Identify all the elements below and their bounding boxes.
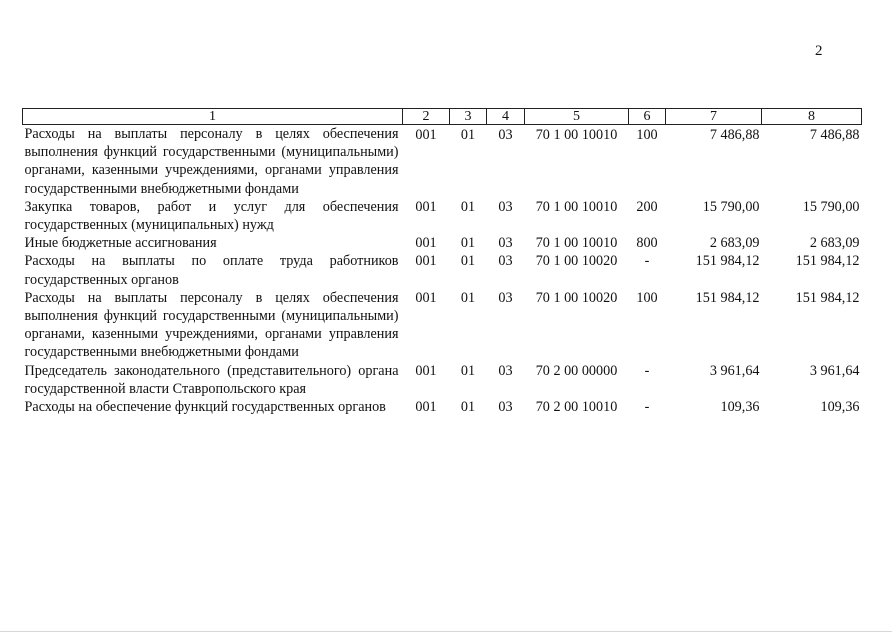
row-code-3: 01 bbox=[460, 253, 476, 270]
row-code-2: 001 bbox=[415, 362, 437, 379]
column-header-3: 3 bbox=[450, 109, 487, 125]
row-amount-8: 151 984,12 bbox=[795, 253, 860, 270]
row-code-5: 70 1 00 10020 bbox=[535, 253, 618, 270]
row-name: Иные бюджетные ассигнования bbox=[24, 235, 217, 252]
row-amount-7: 109,36 bbox=[720, 399, 760, 416]
row-amount-7: 3 961,64 bbox=[709, 362, 760, 379]
budget-table bbox=[22, 108, 862, 416]
row-code-4: 03 bbox=[498, 198, 513, 215]
column-header-8: 8 bbox=[762, 109, 862, 125]
row-code-2: 001 bbox=[415, 253, 437, 270]
row-name: Расходы на обеспечение функций государственных органов bbox=[24, 399, 386, 416]
row-code-6: 100 bbox=[636, 127, 658, 143]
column-header-4: 4 bbox=[487, 109, 525, 125]
row-code-4: 03 bbox=[498, 362, 513, 379]
column-header-2: 2 bbox=[403, 109, 450, 125]
row-name: Расходы на выплаты персоналу в целях обеспечения выполнения функций государственными (муниципальными) органами, казенными учреждениями, органами управления государственными внебюджетными фондами bbox=[24, 289, 399, 361]
row-code-3: 01 bbox=[460, 198, 476, 215]
row-code-4: 03 bbox=[498, 127, 513, 143]
row-amount-7: 151 984,12 bbox=[695, 289, 760, 306]
row-code-2: 001 bbox=[415, 127, 437, 143]
table-row bbox=[23, 198, 862, 234]
row-code-3: 01 bbox=[460, 127, 476, 143]
row-code-3: 01 bbox=[460, 235, 476, 252]
row-amount-8: 7 486,88 bbox=[809, 127, 860, 143]
row-code-2: 001 bbox=[415, 235, 437, 252]
table-row bbox=[23, 234, 862, 252]
row-code-5: 70 1 00 10010 bbox=[535, 198, 618, 215]
row-code-2: 001 bbox=[415, 289, 437, 306]
row-code-3: 01 bbox=[460, 362, 476, 379]
row-code-2: 001 bbox=[415, 198, 437, 215]
row-code-6: - bbox=[644, 362, 650, 379]
table-header-row bbox=[23, 109, 862, 125]
column-header-6: 6 bbox=[629, 109, 666, 125]
row-code-6: - bbox=[644, 253, 650, 270]
row-code-6: 800 bbox=[636, 235, 658, 252]
row-code-4: 03 bbox=[498, 399, 513, 416]
row-code-4: 03 bbox=[498, 289, 513, 306]
row-code-6: - bbox=[644, 399, 650, 416]
row-name: Расходы на выплаты по оплате труда работников государственных органов bbox=[24, 253, 399, 288]
row-amount-8: 2 683,09 bbox=[809, 235, 860, 252]
row-name: Председатель законодательного (представительного) органа государственной власти Ставропольского края bbox=[24, 362, 399, 397]
row-amount-8: 109,36 bbox=[820, 399, 860, 416]
row-amount-7: 2 683,09 bbox=[709, 235, 760, 252]
row-code-6: 100 bbox=[636, 289, 658, 306]
row-code-5: 70 1 00 10010 bbox=[535, 127, 618, 143]
row-code-5: 70 2 00 10010 bbox=[535, 399, 618, 416]
row-code-5: 70 1 00 10020 bbox=[535, 289, 618, 306]
row-code-2: 001 bbox=[415, 399, 437, 416]
column-header-7: 7 bbox=[666, 109, 762, 125]
row-amount-8: 3 961,64 bbox=[809, 362, 860, 379]
row-amount-8: 15 790,00 bbox=[802, 198, 860, 215]
table-row bbox=[23, 125, 862, 198]
scan-edge-line bbox=[0, 631, 892, 632]
row-amount-7: 15 790,00 bbox=[702, 198, 760, 215]
row-amount-7: 151 984,12 bbox=[695, 253, 760, 270]
table-row bbox=[23, 362, 862, 398]
row-code-3: 01 bbox=[460, 289, 476, 306]
row-code-4: 03 bbox=[498, 253, 513, 270]
row-code-4: 03 bbox=[498, 235, 513, 252]
row-code-5: 70 2 00 00000 bbox=[535, 362, 618, 379]
row-code-3: 01 bbox=[460, 399, 476, 416]
row-name: Расходы на выплаты персоналу в целях обеспечения выполнения функций государственными (муниципальными) органами, казенными учреждениями, органами управления государственными внебюджетными фондами bbox=[24, 126, 399, 197]
row-name: Закупка товаров, работ и услуг для обеспечения государственных (муниципальных) нужд bbox=[24, 198, 399, 234]
table-row bbox=[23, 398, 862, 416]
row-amount-8: 151 984,12 bbox=[795, 289, 860, 306]
row-code-5: 70 1 00 10010 bbox=[535, 235, 618, 252]
table-row bbox=[23, 252, 862, 288]
row-amount-7: 7 486,88 bbox=[709, 127, 760, 143]
page-number: 2 bbox=[815, 43, 823, 59]
column-header-1: 1 bbox=[23, 109, 403, 125]
table-row bbox=[23, 289, 862, 362]
column-header-5: 5 bbox=[525, 109, 629, 125]
row-code-6: 200 bbox=[636, 198, 658, 215]
